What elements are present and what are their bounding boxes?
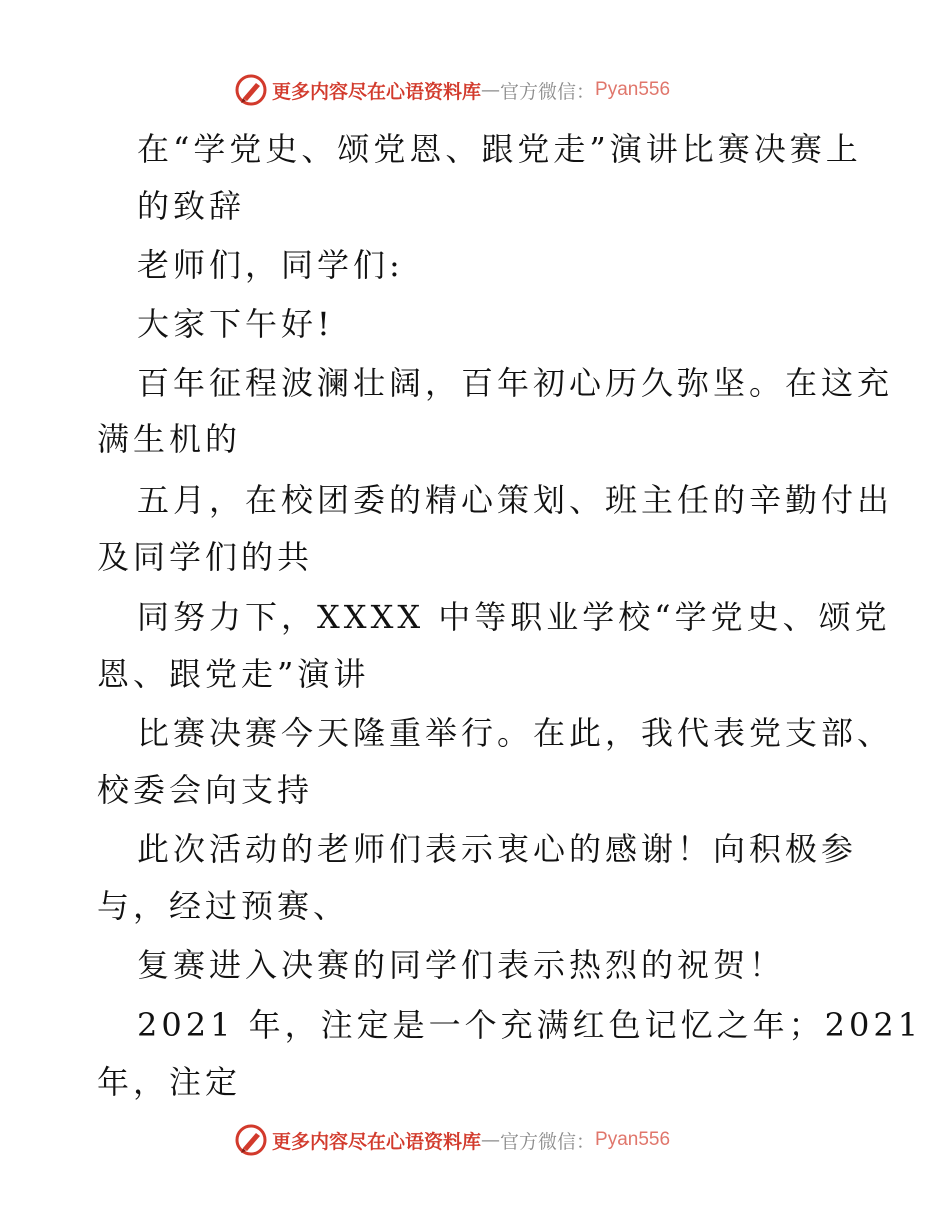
body-line: 满生机的 xyxy=(97,420,242,458)
body-line: 复赛进入决赛的同学们表示热烈的祝贺！ xyxy=(137,946,786,984)
body-line: 五月，在校团委的精心策划、班主任的辛勤付出 xyxy=(137,481,894,519)
body-line: 校委会向支持 xyxy=(97,771,314,809)
body-line: 此次活动的老师们表示衷心的感谢！向积极参 xyxy=(137,830,858,868)
banner-wechat-id: Pyan556 xyxy=(595,1129,671,1150)
body-line: 百年征程波澜壮阔，百年初心历久弥坚。在这充 xyxy=(137,364,894,402)
footer-watermark-banner xyxy=(234,1120,670,1160)
body-line: 及同学们的共 xyxy=(97,538,314,576)
body-line: 在“学党史、颂党恩、跟党走”演讲比赛决赛上 xyxy=(137,130,862,168)
banner-dash: — xyxy=(481,1129,501,1151)
banner-dash: — xyxy=(481,79,501,101)
body-line: 大家下午好! xyxy=(137,305,334,343)
body-line: 老师们，同学们: xyxy=(137,246,404,284)
banner-lead-text: 更多内容尽在心语资料库 xyxy=(272,80,482,103)
banner-lead-text: 更多内容尽在心语资料库 xyxy=(272,1130,482,1153)
body-line: 的致辞 xyxy=(137,187,246,225)
body-line: 同努力下，XXXX 中等职业学校“学党史、颂党 xyxy=(137,598,891,636)
body-line: 2021 年，注定是一个充满红色记忆之年；2021 xyxy=(137,1006,923,1044)
body-line: 年，注定 xyxy=(97,1063,242,1101)
banner-wechat-label: 官方微信： xyxy=(500,1130,596,1153)
banner-wechat-id: Pyan556 xyxy=(595,79,671,100)
banner-wechat-label: 官方微信： xyxy=(500,80,596,103)
pen-logo-icon xyxy=(234,1123,268,1157)
body-line: 与，经过预赛、 xyxy=(97,887,350,925)
body-line: 比赛决赛今天隆重举行。在此，我代表党支部、 xyxy=(137,714,894,752)
body-line: 恩、跟党走”演讲 xyxy=(97,655,370,693)
